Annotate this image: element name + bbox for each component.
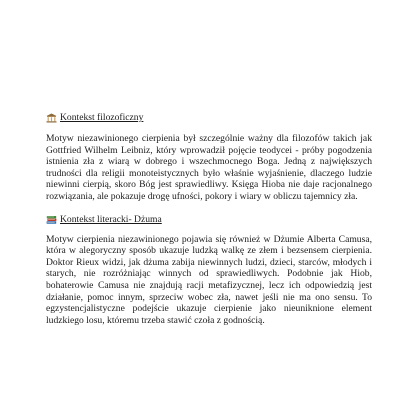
books-icon: [46, 215, 57, 225]
section-heading-label: Kontekst literacki- Dżuma: [60, 213, 162, 225]
document-body: [46, 112, 372, 326]
section-paragraph-literary: Motyw cierpienia niezawinionego pojawia się również w Dżumie Alberta Camusa, która w alegoryczny sposób ukazuje ludzką walkę ze złem i bezsensem cierpienia. Doktor Rieux widzi, jak dżuma zabija niewinnych ludzi, dzieci, starców, młodych i starych, nie rozróżniając winnych od sprawiedliwych. Podobnie jak Hiob, bohaterowie Camusa nie znajdują racji metafizycznej, lecz ich odpowiedzią jest działanie, pomoc innym, sprzeciw wobec zła, nawet jeśli nie ma ono sensu. To egzystencjalistyczne podejście ukazuje cierpienie jako nieuniknione element ludzkiego losu, któremu trzeba stawić czoła z godnością.: [46, 233, 372, 326]
section-heading-literary: [46, 214, 372, 226]
section-paragraph-philosophical: Motyw niezawinionego cierpienia był szczególnie ważny dla filozofów takich jak Gottfried Wilhelm Leibniz, który wprowadził pojęcie teodycei - próby pogodzenia istnienia zła z wiarą w dobrego i wszechmocnego Boga. Jedną z największych trudności dla religii monoteistycznych było właśnie wyjaśnienie, dlaczego ludzie niewinni cierpią, skoro Bóg jest sprawiedliwy. Księga Hioba nie daje racjonalnego rozwiązania, ale pokazuje drogę ufności, pokory i wiary w obliczu tajemnicy zła.: [46, 133, 372, 202]
section-heading-philosophical: [46, 112, 372, 124]
classical-building-icon: [46, 113, 57, 123]
section-heading-label: Kontekst filozoficzny: [60, 112, 144, 123]
